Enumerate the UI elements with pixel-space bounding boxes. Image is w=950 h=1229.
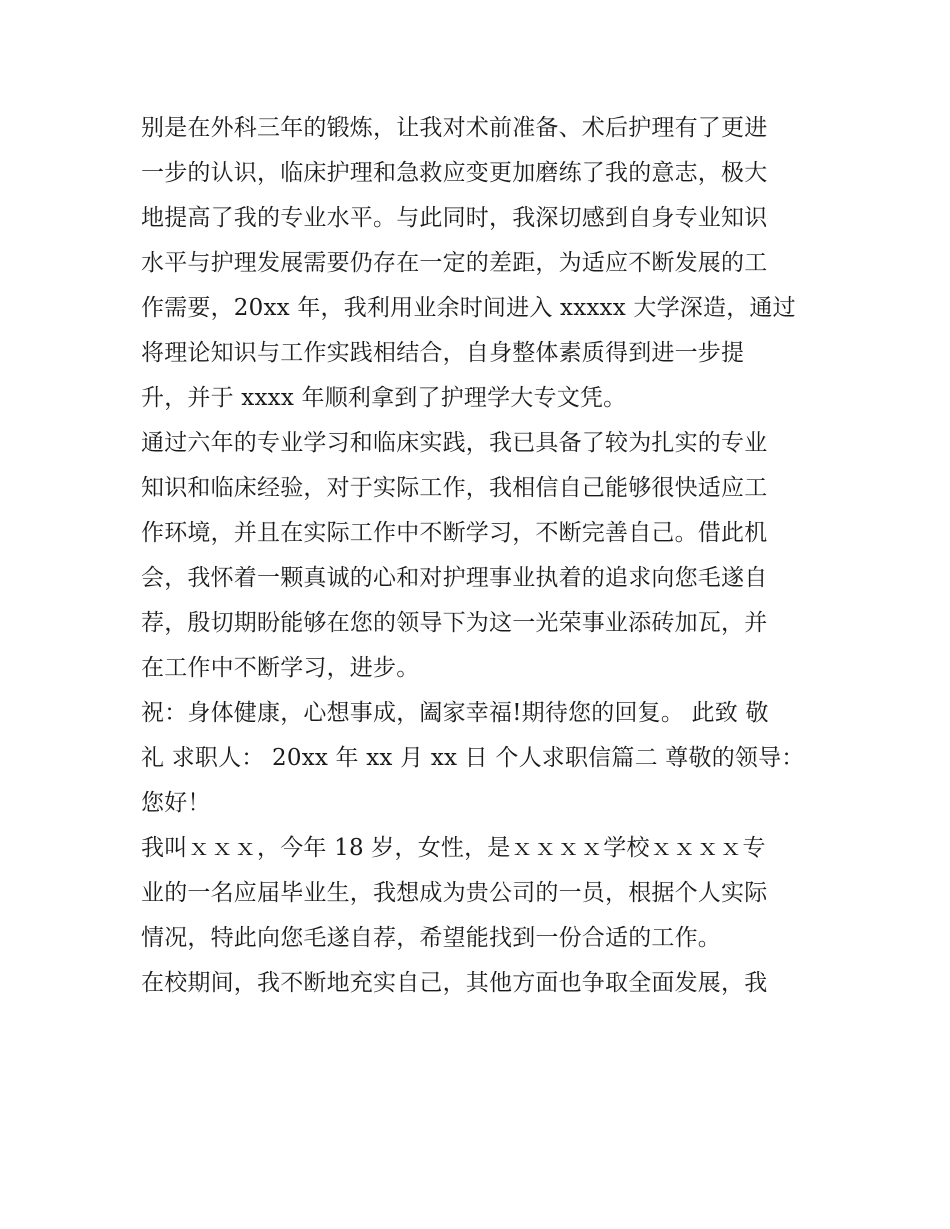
text-line: 水平与护理发展需要仍存在一定的差距，为适应不断发展的工 — [141, 250, 768, 276]
text-line: 业的一名应届毕业生，我想成为贵公司的一员，根据个人实际 — [141, 880, 768, 906]
text-line: 升，并于 xxxx 年顺利拿到了护理学大专文凭。 — [141, 385, 627, 411]
text-line: 我叫ｘｘｘ，今年 18 岁，女性，是ｘｘｘｘ学校ｘｘｘｘ专 — [141, 835, 766, 861]
text-line: 在工作中不断学习，进步。 — [141, 655, 420, 681]
text-line: 您好！ — [141, 790, 211, 816]
text-line: 会，我怀着一颗真诚的心和对护理事业执着的追求向您毛遂自 — [141, 565, 768, 591]
text-line: 情况，特此向您毛遂自荐，希望能找到一份合适的工作。 — [141, 925, 721, 951]
text-line: 作需要，20xx 年，我利用业余时间进入 xxxxx 大学深造，通过 — [141, 295, 796, 321]
text-line: 礼 求职人： 20xx 年 xx 月 xx 日 个人求职信篇二 尊敬的领导： — [141, 745, 805, 771]
text-line: 知识和临床经验，对于实际工作，我相信自己能够很快适应工 — [141, 475, 768, 501]
text-line: 将理论知识与工作实践相结合，自身整体素质得到进一步提 — [141, 340, 745, 366]
document-body — [141, 106, 813, 1006]
text-line: 在校期间，我不断地充实自己，其他方面也争取全面发展，我 — [141, 970, 768, 996]
text-line: 荐，殷切期盼能够在您的领导下为这一光荣事业添砖加瓦，并 — [141, 610, 768, 636]
text-line: 作环境，并且在实际工作中不断学习，不断完善自己。借此机 — [141, 520, 768, 546]
text-line: 一步的认识，临床护理和急救应变更加磨练了我的意志，极大 — [141, 160, 768, 186]
text-line: 通过六年的专业学习和临床实践，我已具备了较为扎实的专业 — [141, 430, 768, 456]
text-line: 别是在外科三年的锻炼，让我对术前准备、术后护理有了更进 — [141, 115, 768, 141]
text-line: 地提高了我的专业水平。与此同时，我深切感到自身专业知识 — [141, 205, 768, 231]
text-line: 祝：身体健康，心想事成，阖家幸福!期待您的回复。 此致 敬 — [141, 700, 769, 726]
